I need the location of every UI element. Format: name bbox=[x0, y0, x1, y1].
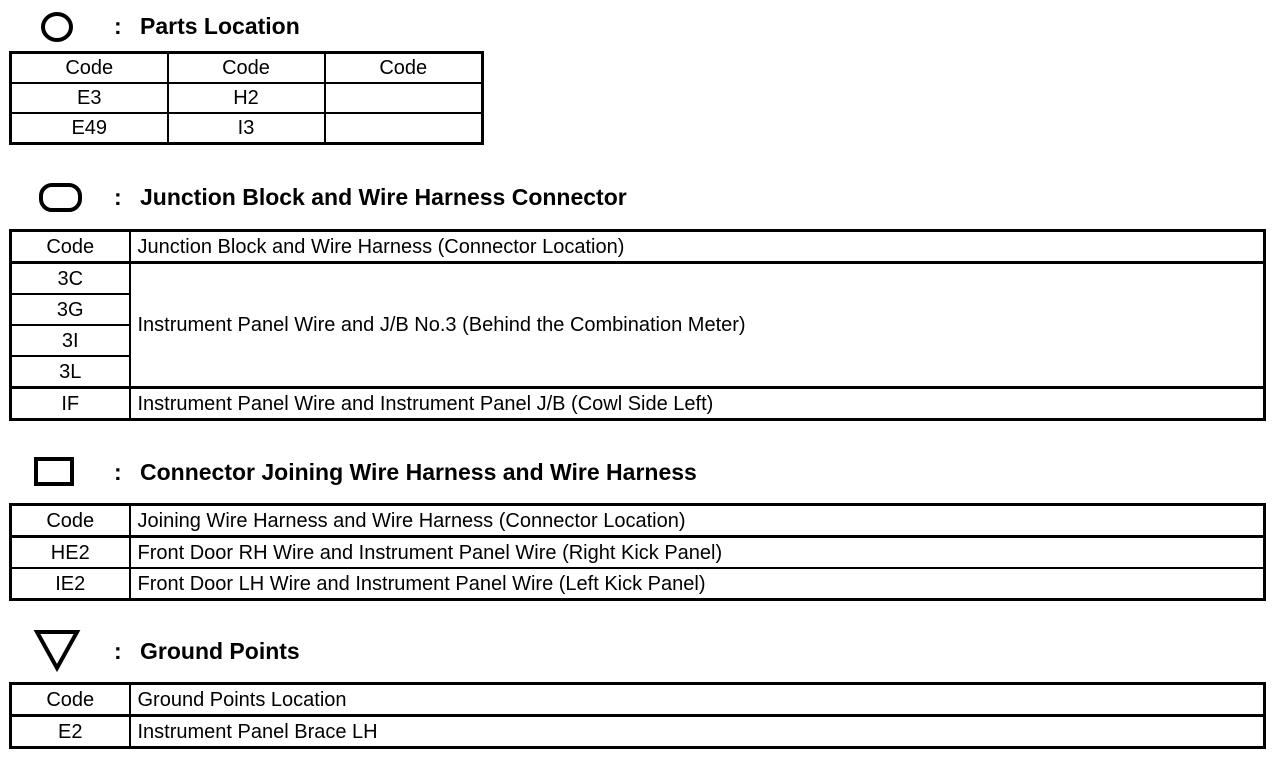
column-header: Code bbox=[11, 231, 130, 263]
column-header: Code bbox=[11, 53, 168, 84]
table-row bbox=[11, 537, 1265, 569]
table-header-row bbox=[11, 505, 1265, 537]
column-header: Code bbox=[11, 505, 130, 537]
triangle-down-icon bbox=[33, 628, 81, 672]
junction-block-table bbox=[9, 229, 1266, 421]
code-cell bbox=[325, 113, 483, 144]
column-header: Code bbox=[325, 53, 483, 84]
code-cell: 3C bbox=[11, 263, 130, 295]
code-cell: H2 bbox=[168, 83, 325, 113]
location-cell: Instrument Panel Wire and Instrument Panel J/B (Cowl Side Left) bbox=[130, 388, 1265, 420]
code-cell: E2 bbox=[11, 716, 130, 748]
table-header-row bbox=[11, 231, 1265, 263]
column-header: Joining Wire Harness and Wire Harness (Connector Location) bbox=[130, 505, 1265, 537]
table-header-row bbox=[11, 684, 1265, 716]
column-header: Junction Block and Wire Harness (Connector Location) bbox=[130, 231, 1265, 263]
column-header: Ground Points Location bbox=[130, 684, 1265, 716]
table-row bbox=[11, 716, 1265, 748]
section-title: Connector Joining Wire Harness and Wire Harness bbox=[140, 459, 697, 485]
table-row bbox=[11, 388, 1265, 420]
column-header: Code bbox=[168, 53, 325, 84]
column-header: Code bbox=[11, 684, 130, 716]
code-cell: 3I bbox=[11, 325, 130, 356]
location-cell: Instrument Panel Wire and J/B No.3 (Behind the Combination Meter) bbox=[130, 263, 1265, 388]
code-cell: I3 bbox=[168, 113, 325, 144]
section-colon: : bbox=[114, 638, 122, 664]
code-cell: IE2 bbox=[11, 568, 130, 600]
section-title: Parts Location bbox=[140, 13, 300, 39]
location-cell: Instrument Panel Brace LH bbox=[130, 716, 1265, 748]
table-row bbox=[11, 263, 1265, 295]
table-row bbox=[11, 568, 1265, 600]
rounded-rectangle-icon bbox=[38, 182, 84, 214]
code-cell bbox=[325, 83, 483, 113]
connector-joining-table bbox=[9, 503, 1266, 601]
code-cell: E49 bbox=[11, 113, 168, 144]
table-row bbox=[11, 113, 483, 144]
code-cell: IF bbox=[11, 388, 130, 420]
section-colon: : bbox=[114, 459, 122, 485]
ground-points-table bbox=[9, 682, 1266, 749]
section-title: Junction Block and Wire Harness Connector bbox=[140, 184, 627, 210]
code-cell: 3G bbox=[11, 294, 130, 325]
section-colon: : bbox=[114, 13, 122, 39]
location-cell: Front Door LH Wire and Instrument Panel Wire (Left Kick Panel) bbox=[130, 568, 1265, 600]
parts-location-table bbox=[9, 51, 484, 145]
table-row bbox=[11, 83, 483, 113]
location-cell: Front Door RH Wire and Instrument Panel Wire (Right Kick Panel) bbox=[130, 537, 1265, 569]
code-cell: 3L bbox=[11, 356, 130, 388]
section-colon: : bbox=[114, 184, 122, 210]
circle-icon bbox=[40, 11, 74, 43]
code-cell: E3 bbox=[11, 83, 168, 113]
code-cell: HE2 bbox=[11, 537, 130, 569]
section-title: Ground Points bbox=[140, 638, 300, 664]
rectangle-icon bbox=[33, 456, 75, 488]
table-header-row bbox=[11, 53, 483, 84]
